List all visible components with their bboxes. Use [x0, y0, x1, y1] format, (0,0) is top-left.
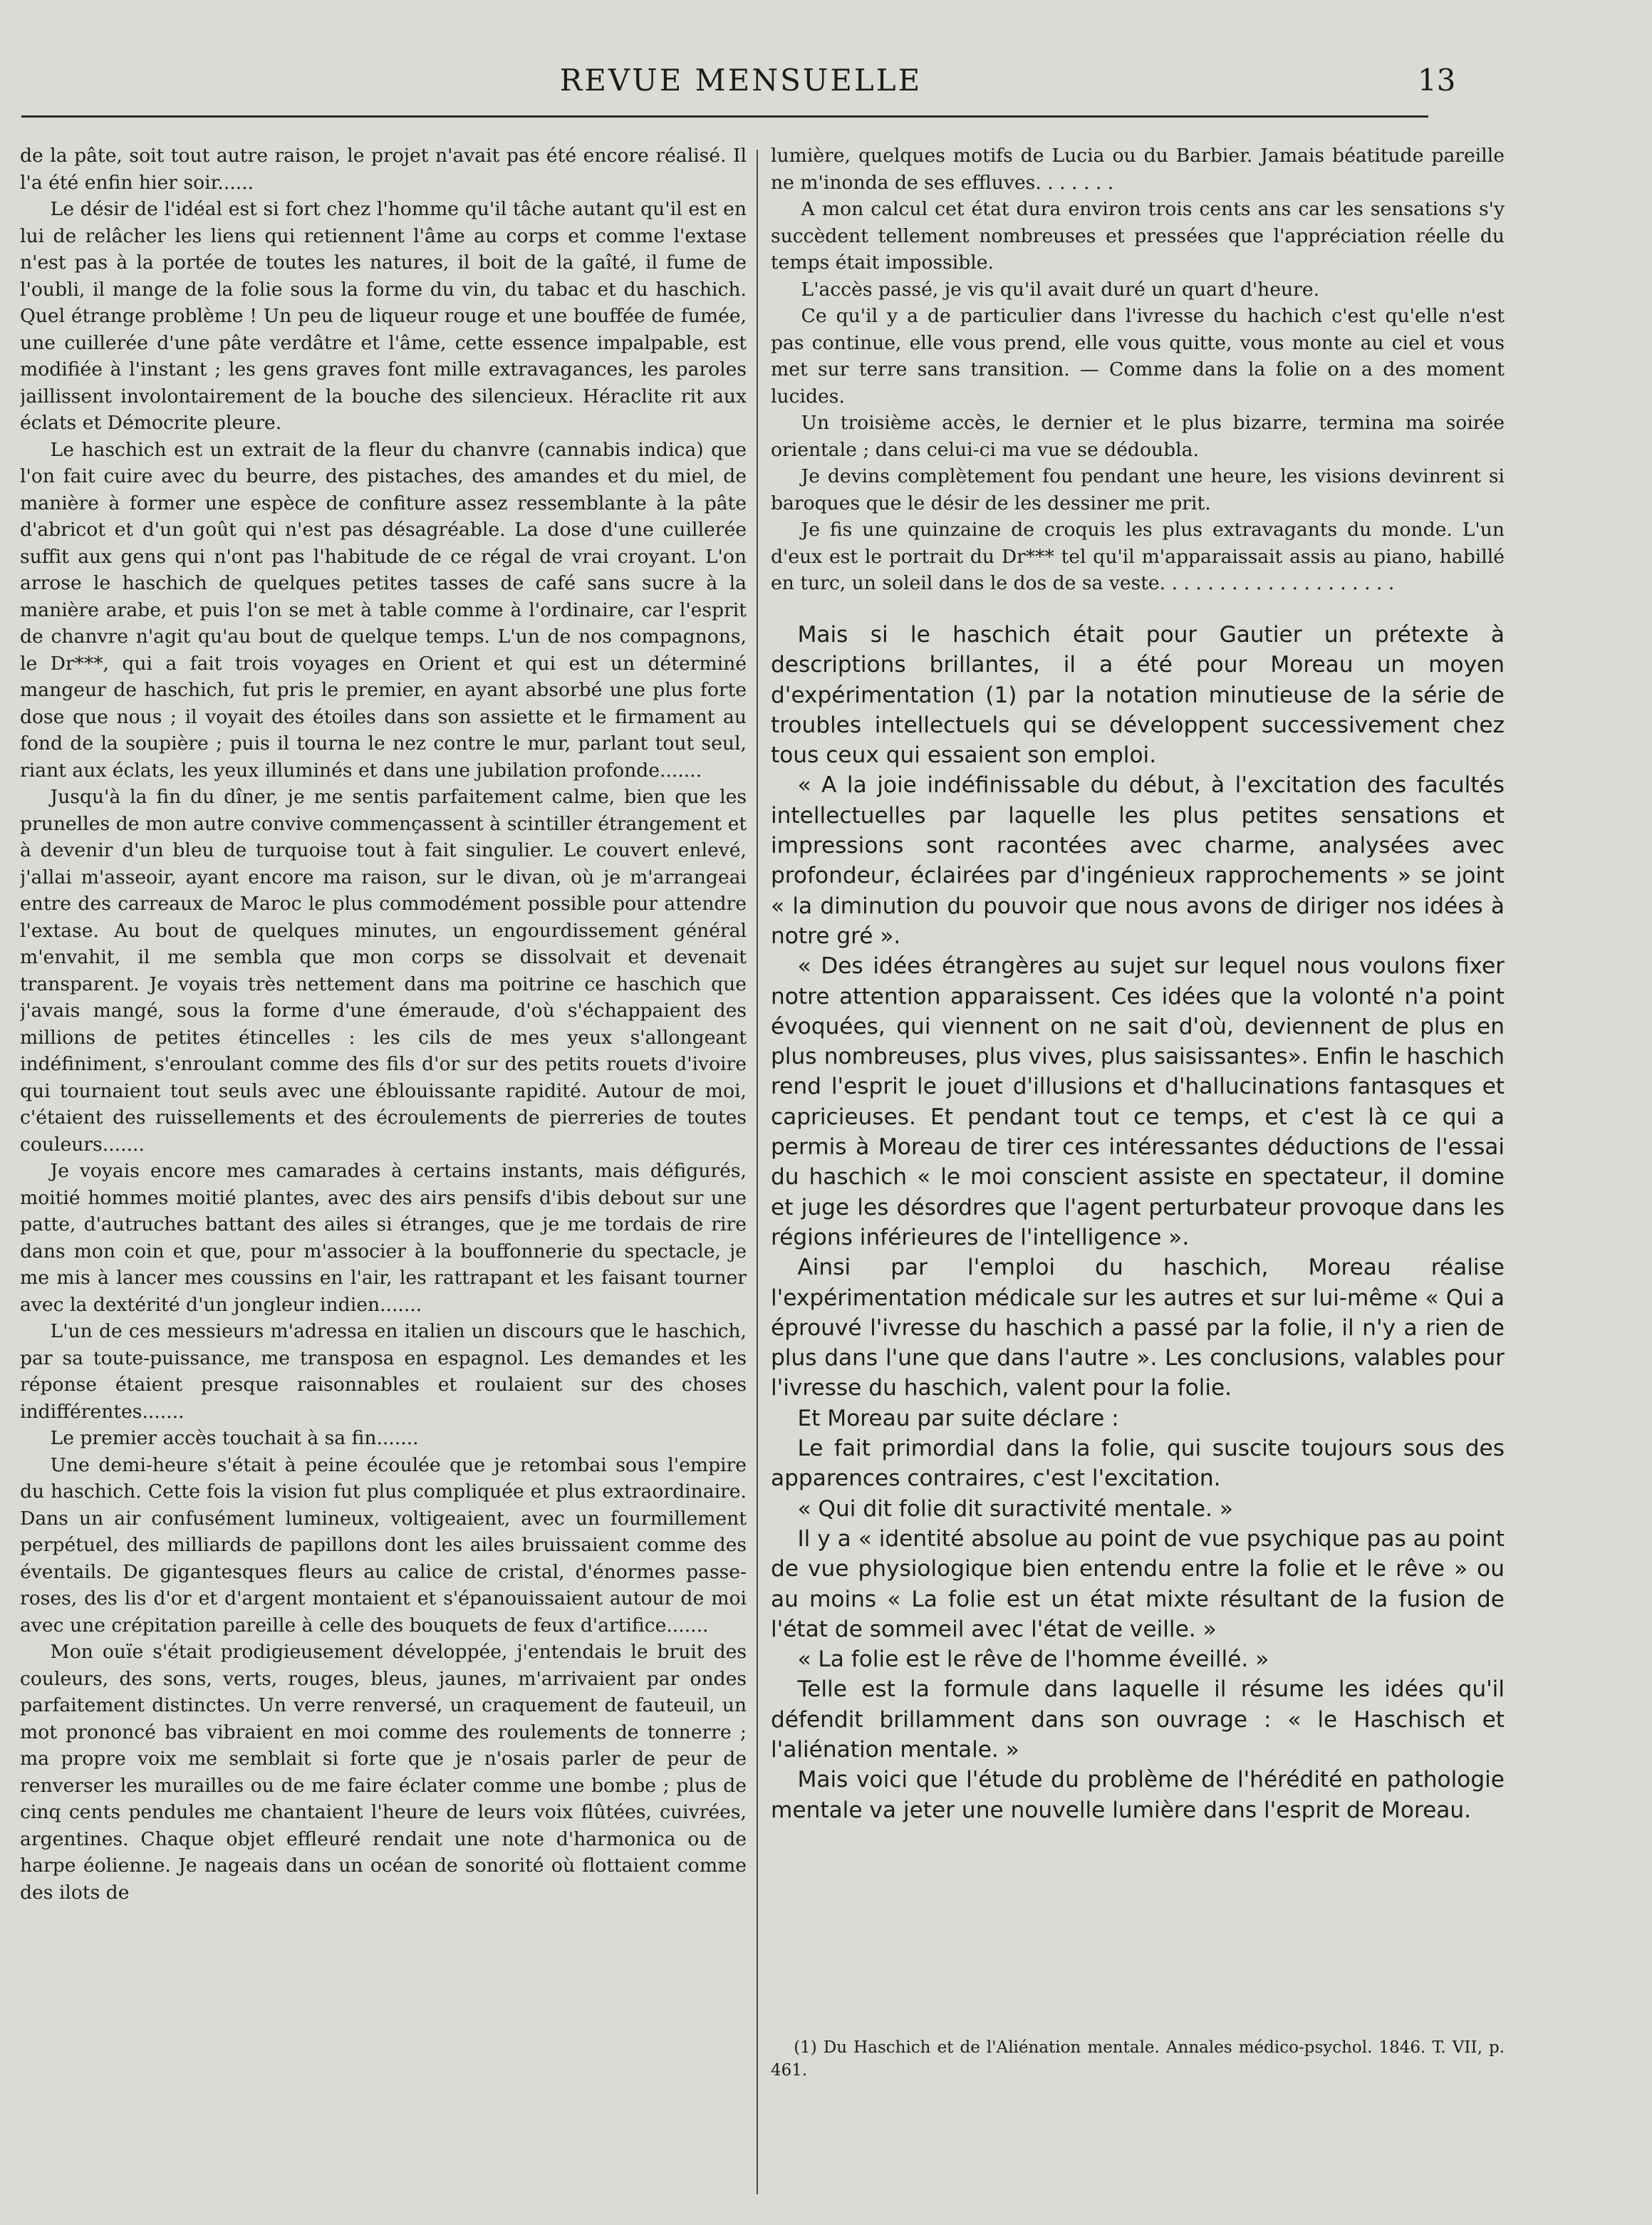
paragraph: L'accès passé, je vis qu'il avait duré un quart d'heure.: [801, 278, 1320, 301]
paragraph: Mais voici que l'étude du problème de l'hérédité en pathologie mentale va jeter une nouvelle lumière dans l'esprit de Moreau.: [771, 1767, 1505, 1823]
paragraph: Et Moreau par suite déclare :: [797, 1405, 1119, 1431]
paragraph: Mais si le haschich était pour Gautier un prétexte à descriptions brillantes, il a été pour Moreau un moyen d'expérimentation (1) par la notation minutieuse de la série de troubles intellectuels qui se développent successivement chez tous ceux qui essaient son emploi.: [771, 622, 1505, 769]
paragraph: Je voyais encore mes camarades à certains instants, mais défigurés, moitié hommes moitié plantes, avec des airs pensifs d'ibis debout sur une patte, d'autruches battant des ailes si étranges, que je me tordais de rire dans mon coin et que, pour m'associer à la bouffonnerie du spectacle, je me mis à lancer mes coussins en l'air, les rattrapant et les faisant tourner avec la dextérité d'un jongleur indien.......: [20, 1160, 747, 1316]
paragraph: « Qui dit folie dit suractivité mentale. »: [797, 1495, 1233, 1522]
paragraph: Il y a « identité absolue au point de vue psychique pas au point de vue physiologique bien entendu entre la folie et le rêve » ou au moins « La folie est un état mixte résultant de la fusion de l'état de sommeil avec l'état de veille. »: [771, 1525, 1505, 1642]
column-divider: [757, 150, 758, 2194]
paragraph: Un troisième accès, le dernier et le plus bizarre, termina ma soirée orientale ; dans celui-ci ma vue se dédoubla.: [771, 412, 1505, 461]
paragraph: lumière, quelques motifs de Lucia ou du Barbier. Jamais béatitude pareille ne m'inonda de ses effluves. . . . . . .: [771, 145, 1505, 194]
header-rule: [21, 115, 1428, 118]
page-number: 13: [1418, 63, 1456, 98]
paragraph: Ainsi par l'emploi du haschich, Moreau réalise l'expérimentation médicale sur les autres et sur lui-même « Qui a éprouvé l'ivresse du haschich a passé par la folie, il n'y a rien de plus dans l'une que dans l'autre ». Les conclusions, valables pour l'ivresse du haschich, valent pour la folie.: [771, 1255, 1505, 1401]
footnote-text: (1) Du Haschich et de l'Aliénation mentale. Annales médico-psychol. 1846. T. VII, p. 461.: [771, 2038, 1505, 2080]
paragraph: Jusqu'à la fin du dîner, je me sentis parfaitement calme, bien que les prunelles de mon autre convive commençassent à scintiller étrangement et à devenir d'un bleu de turquoise tout à fait singulier. Le couvert enlevé, j'allai m'asseoir, ayant encore ma raison, sur le divan, où je m'arrangeai entre des carreaux de Maroc le plus commodément possible pour attendre l'extase. Au bout de quelques minutes, un engourdissement général m'envahit, il me sembla que mon corps se dissolvait et devenait transparent. Je voyais très nettement dans ma poitrine ce haschich que j'avais mangé, sous la forme d'une émeraude, d'où s'échappaient des millions de petites étincelles : les cils de mes yeux s'allongeant indéfiniment, s'enroulant comme des fils d'or sur des petits rouets d'ivoire qui tournaient tout seuls avec une éblouissante rapidité. Autour de moi, c'étaient des ruissellements et des écroulements de pierreries de toutes couleurs.......: [20, 786, 747, 1156]
paragraph: Le haschich est un extrait de la fleur du chanvre (cannabis indica) que l'on fait cuire avec du beurre, des pistaches, des amandes et du miel, de manière à former une espèce de confiture assez ressemblante à la pâte d'abricot et d'un goût qui n'est pas désagréable. La dose d'une cuillerée suffit aux gens qui n'ont pas l'habitude de ce régal de vrai croyant. L'on arrose le haschich de quelques petites tasses de café sans sucre à la manière arabe, et puis l'on se met à table comme à l'ordinaire, car l'esprit de chanvre n'agit qu'au bout de quelque temps. L'un de nos compagnons, le Dr***, qui a fait trois voyages en Orient et qui est un déterminé mangeur de haschich, fut pris le premier, en ayant absorbé une plus forte dose que nous ; il voyait des étoiles dans son assiette et le firmament au fond de la soupière ; puis il tourna le nez contre le mur, parlant tout seul, riant aux éclats, les yeux illuminés et dans une jubilation profonde.......: [20, 438, 747, 782]
paragraph: Je fis une quinzaine de croquis les plus extravagants du monde. L'un d'eux est le portrait du Dr*** tel qu'il m'apparaissait assis au piano, habillé en turc, un soleil dans le dos de sa veste. . . . . . . . . . . . . . . . . . . .: [771, 519, 1505, 594]
paragraph: de la pâte, soit tout autre raison, le projet n'avait pas été encore réalisé. Il l'a été enfin hier soir......: [20, 145, 747, 194]
paragraph: A mon calcul cet état dura environ trois cents ans car les sensations s'y succèdent tellement nombreuses et pressées que l'appréciation réelle du temps était impossible.: [771, 198, 1505, 274]
running-head: [0, 63, 1652, 105]
paragraph: Je devins complètement fou pendant une heure, les visions devinrent si baroques que le désir de les dessiner me prit.: [771, 465, 1505, 514]
left-column: [20, 142, 747, 2209]
right-column-quote: [771, 142, 1505, 598]
footnote: [771, 2036, 1505, 2082]
paragraph: Le fait primordial dans la folie, qui suscite toujours sous des apparences contraires, c'est l'excitation.: [771, 1436, 1505, 1492]
paragraph: « A la joie indéfinissable du début, à l'excitation des facultés intellectuelles par laquelle les plus petites sensations et impressions sont racontées avec charme, analysées avec profondeur, éclairées par d'ingénieux rapprochements » se joint « la diminution du pouvoir que nous avons de diriger nos idées à notre gré ».: [771, 772, 1505, 949]
paragraph: « Des idées étrangères au sujet sur lequel nous voulons fixer notre attention apparaissent. Ces idées que la volonté n'a point évoquées, qui viennent on ne sait d'où, deviennent de plus en plus nombreuses, plus vives, plus saisissantes». Enfin le haschich rend l'esprit le jouet d'illusions et d'hallucinations fantasques et capricieuses. Et pendant tout ce temps, et c'est là ce qui a permis à Moreau de tirer ces intéressantes déductions de l'essai du haschich « le moi conscient assiste en spectateur, il domine et juge les désordres que l'agent perturbateur provoque dans les régions inférieures de l'intelligence ».: [771, 953, 1505, 1250]
paragraph: Le premier accès touchait à sa fin.......: [50, 1427, 419, 1449]
paragraph: Une demi-heure s'était à peine écoulée que je retombai sous l'empire du haschich. Cette fois la vision fut plus compliquée et plus extraordinaire. Dans un air confusément lumineux, voltigeaient, avec un fourmillement perpétuel, des milliards de papillons dont les ailes bruissaient comme des éventails. De gigantesques fleurs au calice de cristal, d'énormes passe-roses, des lis d'or et d'argent montaient et s'épanouissaient autour de moi avec une crépitation pareille à celle des bouquets de feux d'artifice.......: [20, 1453, 747, 1637]
paragraph: Ce qu'il y a de particulier dans l'ivresse du hachich c'est qu'elle n'est pas continue, elle vous prend, elle vous quitte, vous monte au ciel et vous met sur terre sans transition. — Comme dans la folie on a des moment lucides.: [771, 305, 1505, 408]
journal-title: REVUE MENSUELLE: [559, 63, 923, 98]
paragraph: L'un de ces messieurs m'adressa en italien un discours que le haschich, par sa toute-puissance, me transposa en espagnol. Les demandes et les réponse étaient presque raisonnables et roulaient sur des choses indifférentes.......: [20, 1320, 747, 1423]
paragraph: Mon ouïe s'était prodigieusement développée, j'entendais le bruit des couleurs, des sons, verts, rouges, bleus, jaunes, m'arrivaient par ondes parfaitement distinctes. Un verre renversé, un craquement de fauteuil, un mot prononcé bas vibraient en moi comme des roulements de tonnerre ; ma propre voix me semblait si forte que je n'osais parler de peur de renverser les murailles ou de me faire éclater comme une bombe ; plus de cinq cents pendules me chantaient l'heure de leurs voix flûtées, cuivrées, argentines. Chaque objet effleuré rendait une note d'harmonica ou de harpe éolienne. Je nageais dans un océan de sonorité où flottaient comme des ilots de: [20, 1641, 747, 1904]
right-column-main: [771, 620, 1505, 2052]
paragraph: Telle est la formule dans laquelle il résume les idées qu'il défendit brillamment dans son ouvrage : « le Haschisch et l'aliénation mentale. »: [771, 1676, 1505, 1763]
paragraph: Le désir de l'idéal est si fort chez l'homme qu'il tâche autant qu'il est en lui de relâcher les liens qui retiennent l'âme au corps et comme l'extase n'est pas à la portée de toutes les natures, il boit de la gaîté, il fume de l'oubli, il mange de la folie sous la forme du vin, du tabac et du haschich. Quel étrange problème ! Un peu de liqueur rouge et une bouffée de fumée, une cuillerée d'une pâte verdâtre et l'âme, cette essence impalpable, est modifiée à l'instant ; les gens graves font mille extravagances, les paroles jaillissent involontairement de la bouche des silencieux. Héraclite rit aux éclats et Démocrite pleure.: [20, 198, 747, 434]
paragraph: « La folie est le rêve de l'homme éveillé. »: [797, 1646, 1269, 1673]
